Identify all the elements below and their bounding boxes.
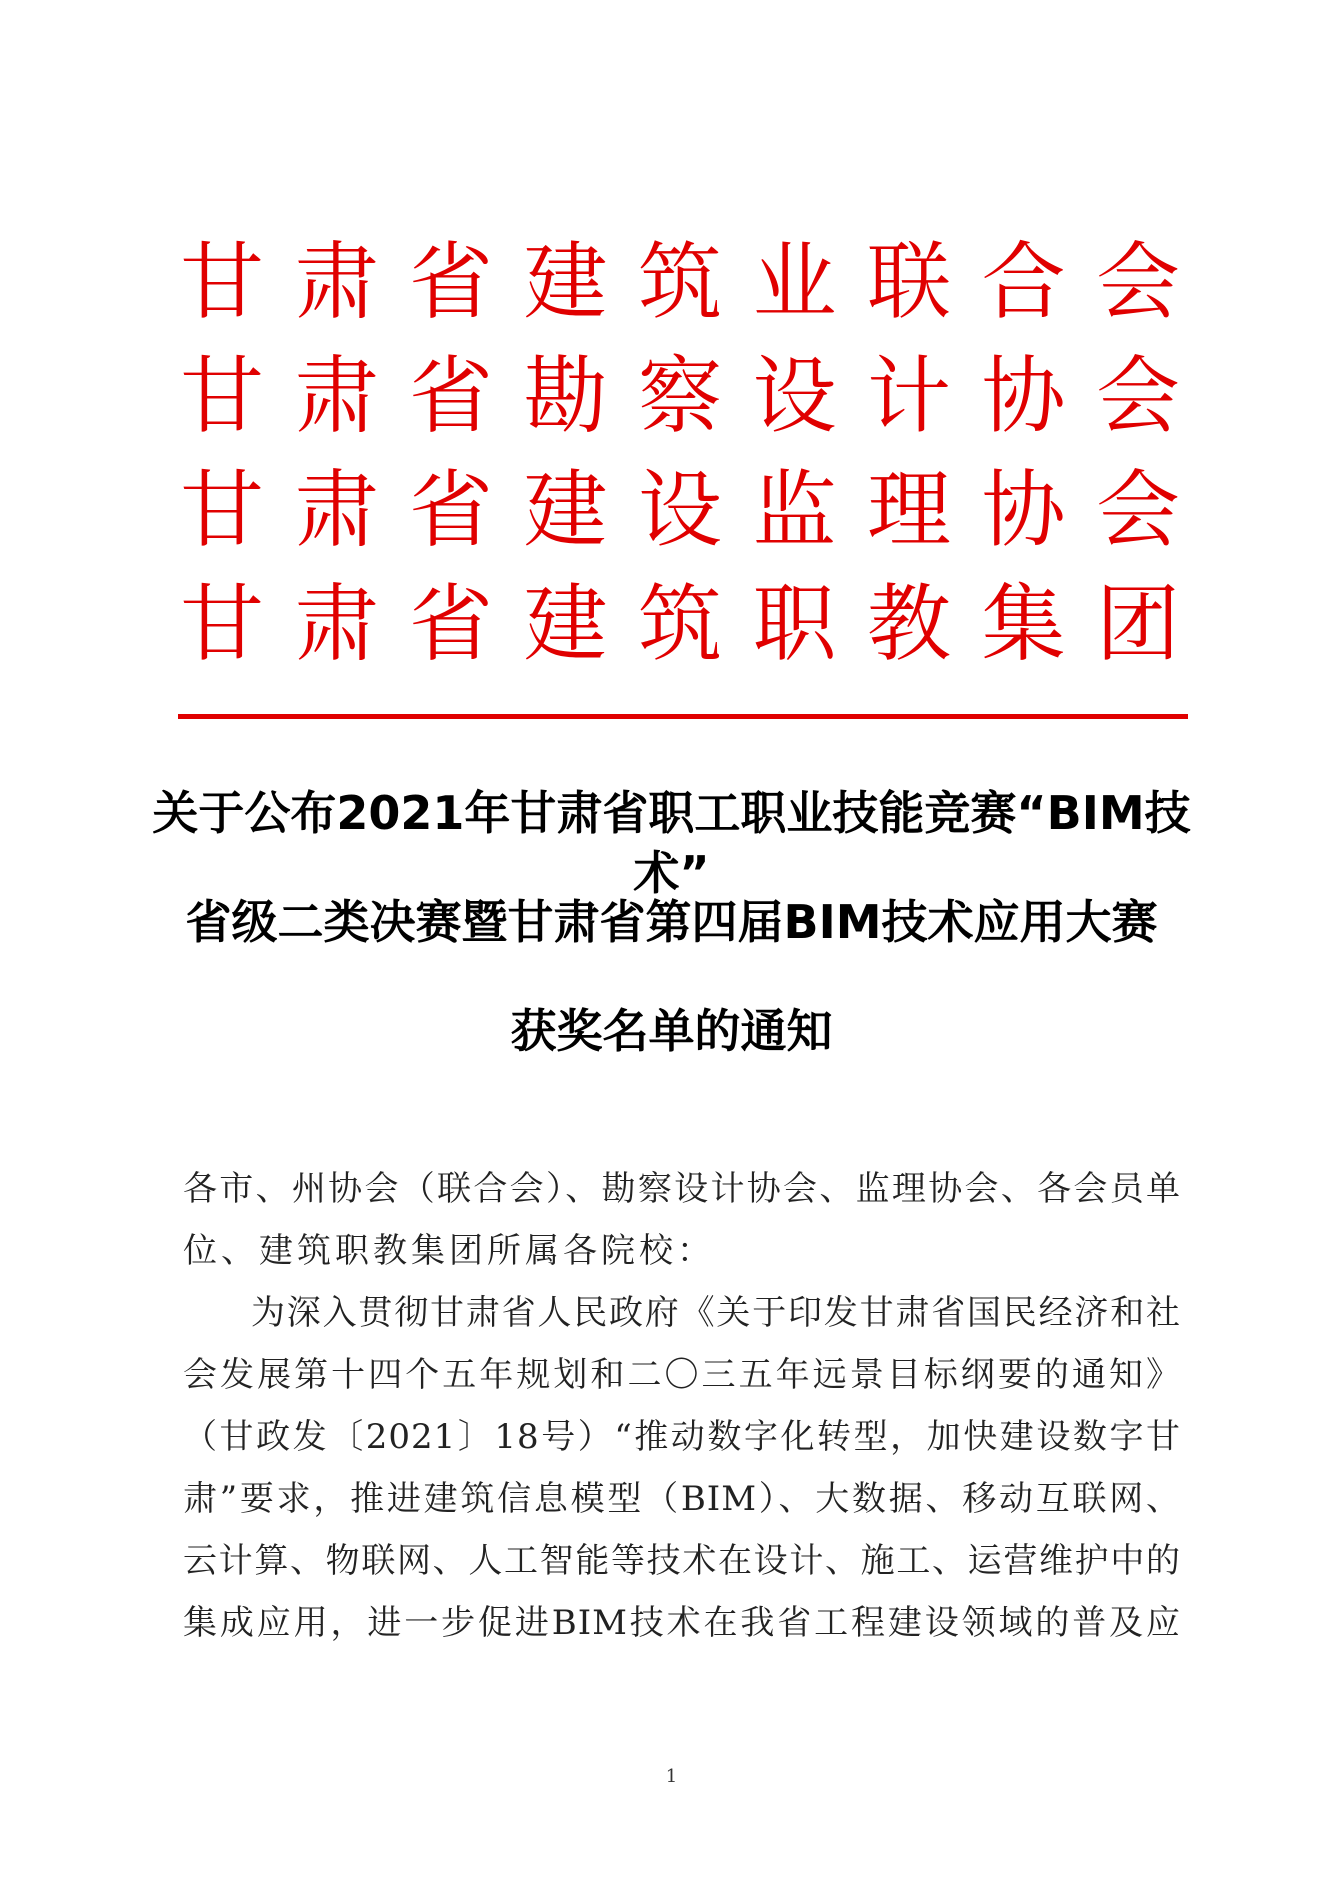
org-line-4 (180, 567, 1180, 681)
header-character: 省 (409, 575, 494, 673)
header-character: 勘 (523, 347, 608, 445)
header-character: 建 (523, 233, 608, 331)
body-line: 会发展第十四个五年规划和二〇三五年远景目标纲要的通知》 (183, 1355, 1181, 1395)
header-character: 肃 (294, 233, 379, 331)
header-character: 甘 (180, 461, 265, 559)
red-divider-line (178, 714, 1188, 719)
header-character: 省 (409, 233, 494, 331)
header-character: 联 (867, 233, 952, 331)
header-character: 监 (752, 461, 837, 559)
header-character: 甘 (180, 233, 265, 331)
body-line: 集成应用，进一步促进BIM技术在我省工程建设领域的普及应 (183, 1603, 1181, 1643)
header-character: 肃 (294, 461, 379, 559)
header-character: 计 (867, 347, 952, 445)
header-character: 筑 (638, 233, 723, 331)
body-line: （甘政发〔2021〕18号）“推动数字化转型，加快建设数字甘 (183, 1417, 1181, 1457)
header-character: 建 (523, 575, 608, 673)
header-character: 业 (752, 233, 837, 331)
header-character: 团 (1096, 575, 1181, 673)
body-line: 各市、州协会（联合会）、勘察设计协会、监理协会、各会员单 (183, 1169, 1181, 1209)
header-character: 协 (981, 461, 1066, 559)
header-character: 理 (867, 461, 952, 559)
header-character: 会 (1096, 347, 1181, 445)
header-character: 教 (867, 575, 952, 673)
header-character: 会 (1096, 461, 1181, 559)
org-line-2 (180, 339, 1180, 453)
header-character: 职 (752, 575, 837, 673)
document-title-line-3: 获奖名单的通知 (510, 1004, 833, 1058)
header-character: 设 (638, 461, 723, 559)
header-character: 筑 (638, 575, 723, 673)
body-paragraph-start: 为深入贯彻甘肃省人民政府《关于印发甘肃省国民经济和社 (251, 1293, 1181, 1333)
body-line: 肃”要求，推进建筑信息模型（BIM）、大数据、移动互联网、 (183, 1479, 1181, 1519)
header-character: 建 (523, 461, 608, 559)
document-body (183, 1158, 1181, 1654)
body-line: 位、建筑职教集团所属各院校： (183, 1231, 715, 1271)
header-character: 甘 (180, 575, 265, 673)
header-character: 集 (981, 575, 1066, 673)
document-title-line-1: 关于公布2021年甘肃省职工职业技能竞赛“BIM技术” (152, 786, 1191, 900)
header-character: 省 (409, 347, 494, 445)
header-character: 设 (752, 347, 837, 445)
org-line-3 (180, 453, 1180, 567)
body-line: 云计算、物联网、人工智能等技术在设计、施工、运营维护中的 (183, 1541, 1181, 1581)
organization-header (180, 225, 1180, 681)
header-character: 肃 (294, 347, 379, 445)
header-character: 会 (1096, 233, 1181, 331)
header-character: 甘 (180, 347, 265, 445)
document-title-line-2: 省级二类决赛暨甘肃省第四届BIM技术应用大赛 (185, 895, 1158, 949)
page-number: 1 (665, 1766, 678, 1787)
header-character: 合 (981, 233, 1066, 331)
header-character: 察 (638, 347, 723, 445)
header-character: 协 (981, 347, 1066, 445)
header-character: 省 (409, 461, 494, 559)
header-character: 肃 (294, 575, 379, 673)
org-line-1 (180, 225, 1180, 339)
